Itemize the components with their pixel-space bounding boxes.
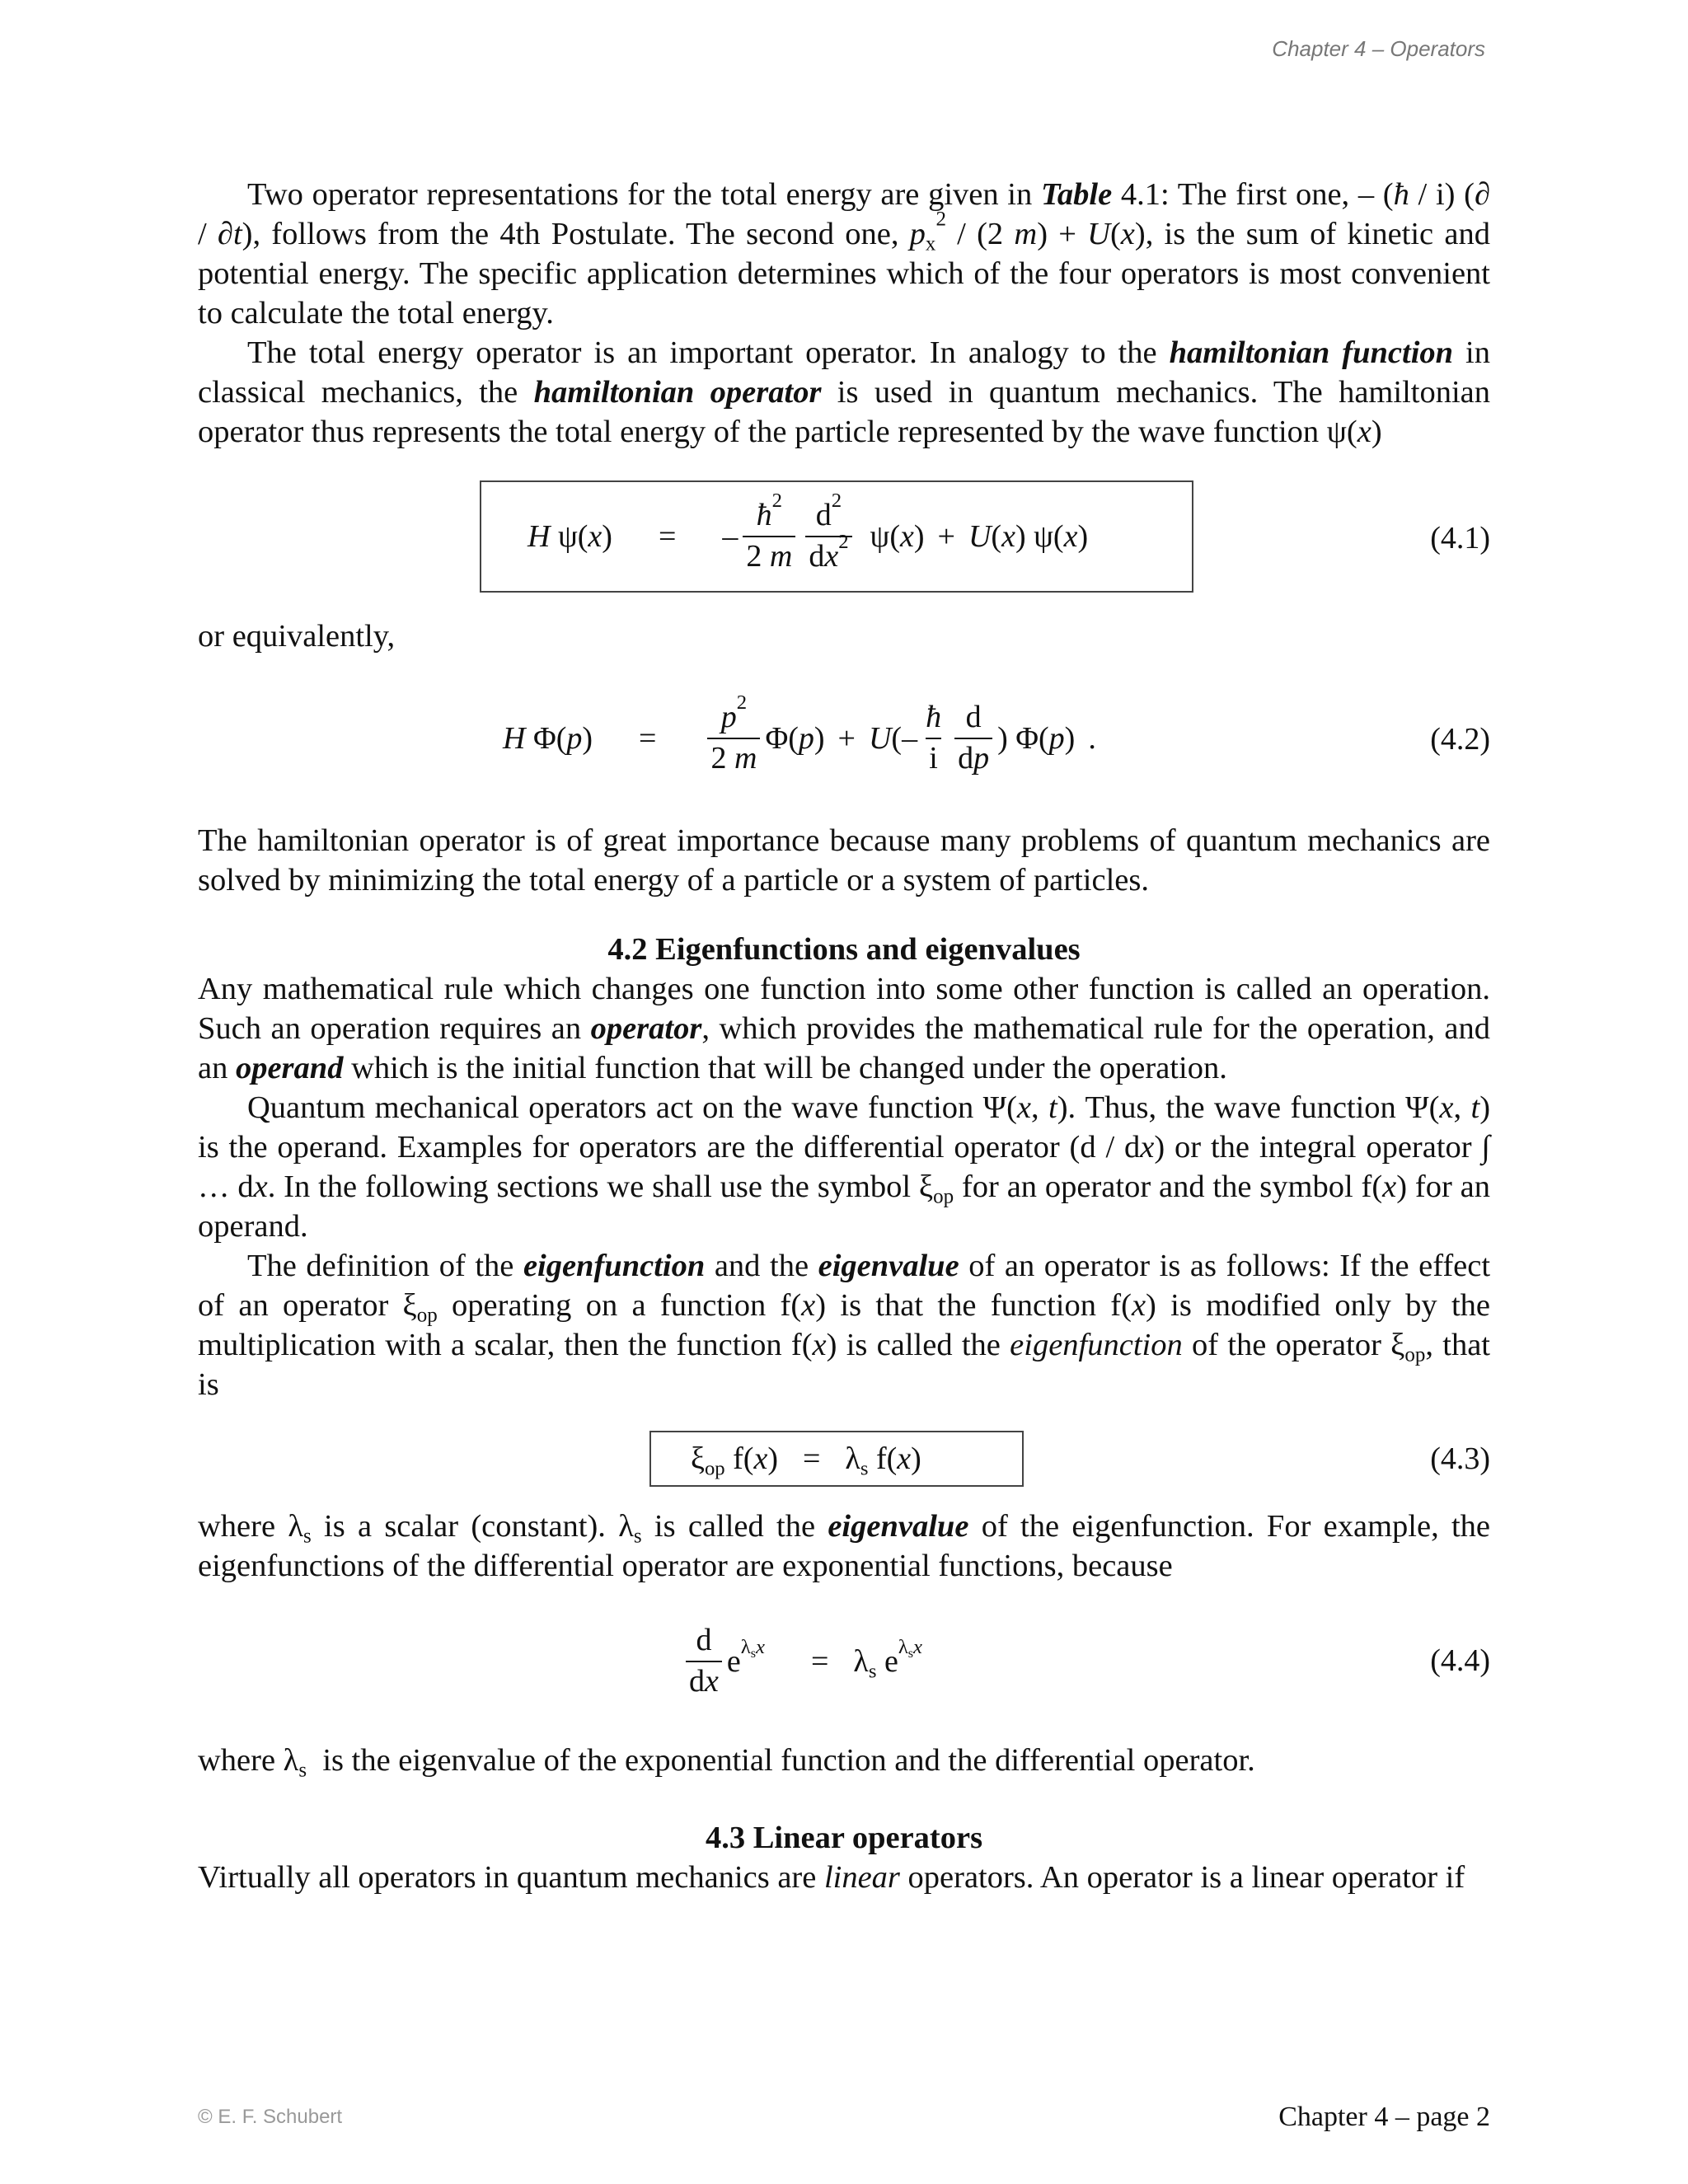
equation-body: $\xi_{op}$ f(x) = $\lambda_s$ f(x) — [691, 1441, 921, 1480]
paragraph-quantum-operators: Quantum mechanical operators act on the wave function Ψ(x, t). Thus, the wave function Ψ(x, t) is the operand. Examples for operators are the differential operator (d / dx) or the integral operator ∫ … dx. In the following sections we shall use the symbol $\xi_{op}$ for an operator and the symbol f(x) for an operand. — [198, 1090, 1491, 1244]
equation-number: (4.1) — [1430, 521, 1490, 555]
paragraph-eigenvalue-explanation: where $\lambda_s$ is a scalar (constant). $\lambda_s$ is called the eigenvalue of the eigenfunction. For example, the eigenfunctions of the differential operator are exponential functions, because — [198, 1509, 1490, 1583]
paragraph-hamiltonian-importance: The hamiltonian operator is of great importance because many problems of quantum mechanics are solved by minimizing the total energy of a particle or a system of particles. — [198, 823, 1490, 898]
equation-number: (4.3) — [1430, 1441, 1490, 1476]
equation-body: H ψ(x) = – $\frac{ħ^2}{2 m}$ $\frac{d^2}{dx^2}$ ψ(x) + U(x) ψ(x) — [528, 489, 1089, 574]
equation-4-1 — [198, 452, 1490, 616]
section-heading-4-3: 4.3 Linear operators — [705, 1821, 983, 1855]
equation-4-3 — [198, 1404, 1490, 1507]
copyright-notice: © E. F. Schubert — [198, 2106, 343, 2128]
equation-body: $\frac{d}{dx}$ $e^{\lambda_sx}$ = $\lambda_s$ $e^{\lambda_sx}$ — [681, 1604, 922, 1719]
page-content — [198, 175, 1490, 1897]
paragraph-linear-operators: Virtually all operators in quantum mechanics are linear operators. An operator is a linear operator if — [198, 1860, 1465, 1895]
paragraph-operation-definition: Any mathematical rule which changes one function into some other function is called an operation. Such an operation requires an operator, which provides the mathematical rule for the operation, and an operand which is the initial function that will be changed under the operation. — [198, 972, 1490, 1085]
paragraph-eigenfunction-definition: The definition of the eigenfunction and the eigenvalue of an operator is as follows: If the effect of an operator $\xi_{op}$ operating on a function f(x) is that the function f(x) is modified only by the multiplication with a scalar, then the function f(x) is called the eigenfunction of the operator $\xi_{op}$, that is — [198, 1249, 1491, 1402]
paragraph-exponential-eigenvalue: where $\lambda_s$ is the eigenvalue of the exponential function and the differential operator. — [198, 1743, 1255, 1782]
paragraph-total-energy-representations: Two operator representations for the total energy are given in Table 4.1: The first one, – (ħ / i) (∂ / ∂t), follows from the 4th Postulate. The second one, $p_x^2 / (2$ m) + U(x), is the sum of kinetic and potential energy. The specific application determines which of the four operators is most convenient to calculate the total energy. — [198, 177, 1490, 330]
equation-number: (4.4) — [1430, 1643, 1490, 1678]
paragraph-hamiltonian-intro: The total energy operator is an important operator. In analogy to the hamiltonian function in classical mechanics, the hamiltonian operator is used in quantum mechanics. The hamiltonian operator thus represents the total energy of the particle represented by the wave function ψ(x) — [198, 335, 1491, 449]
paragraph-or-equivalently: or equivalently, — [198, 619, 396, 654]
equation-number: (4.2) — [1430, 722, 1490, 757]
page-number: Chapter 4 – page 2 — [1278, 2102, 1490, 2132]
equation-4-2 — [198, 656, 1490, 821]
equation-body: H Φ(p) = $\frac{p^2}{2 m}$ Φ(p) + U(– $\frac{ħ}{i}$ $\frac{d}{dp}$ ) Φ(p) . — [503, 691, 1096, 776]
running-header: Chapter 4 – Operators — [1272, 36, 1485, 61]
section-heading-4-2: 4.2 Eigenfunctions and eigenvalues — [607, 932, 1081, 967]
equation-4-4 — [198, 1586, 1490, 1741]
